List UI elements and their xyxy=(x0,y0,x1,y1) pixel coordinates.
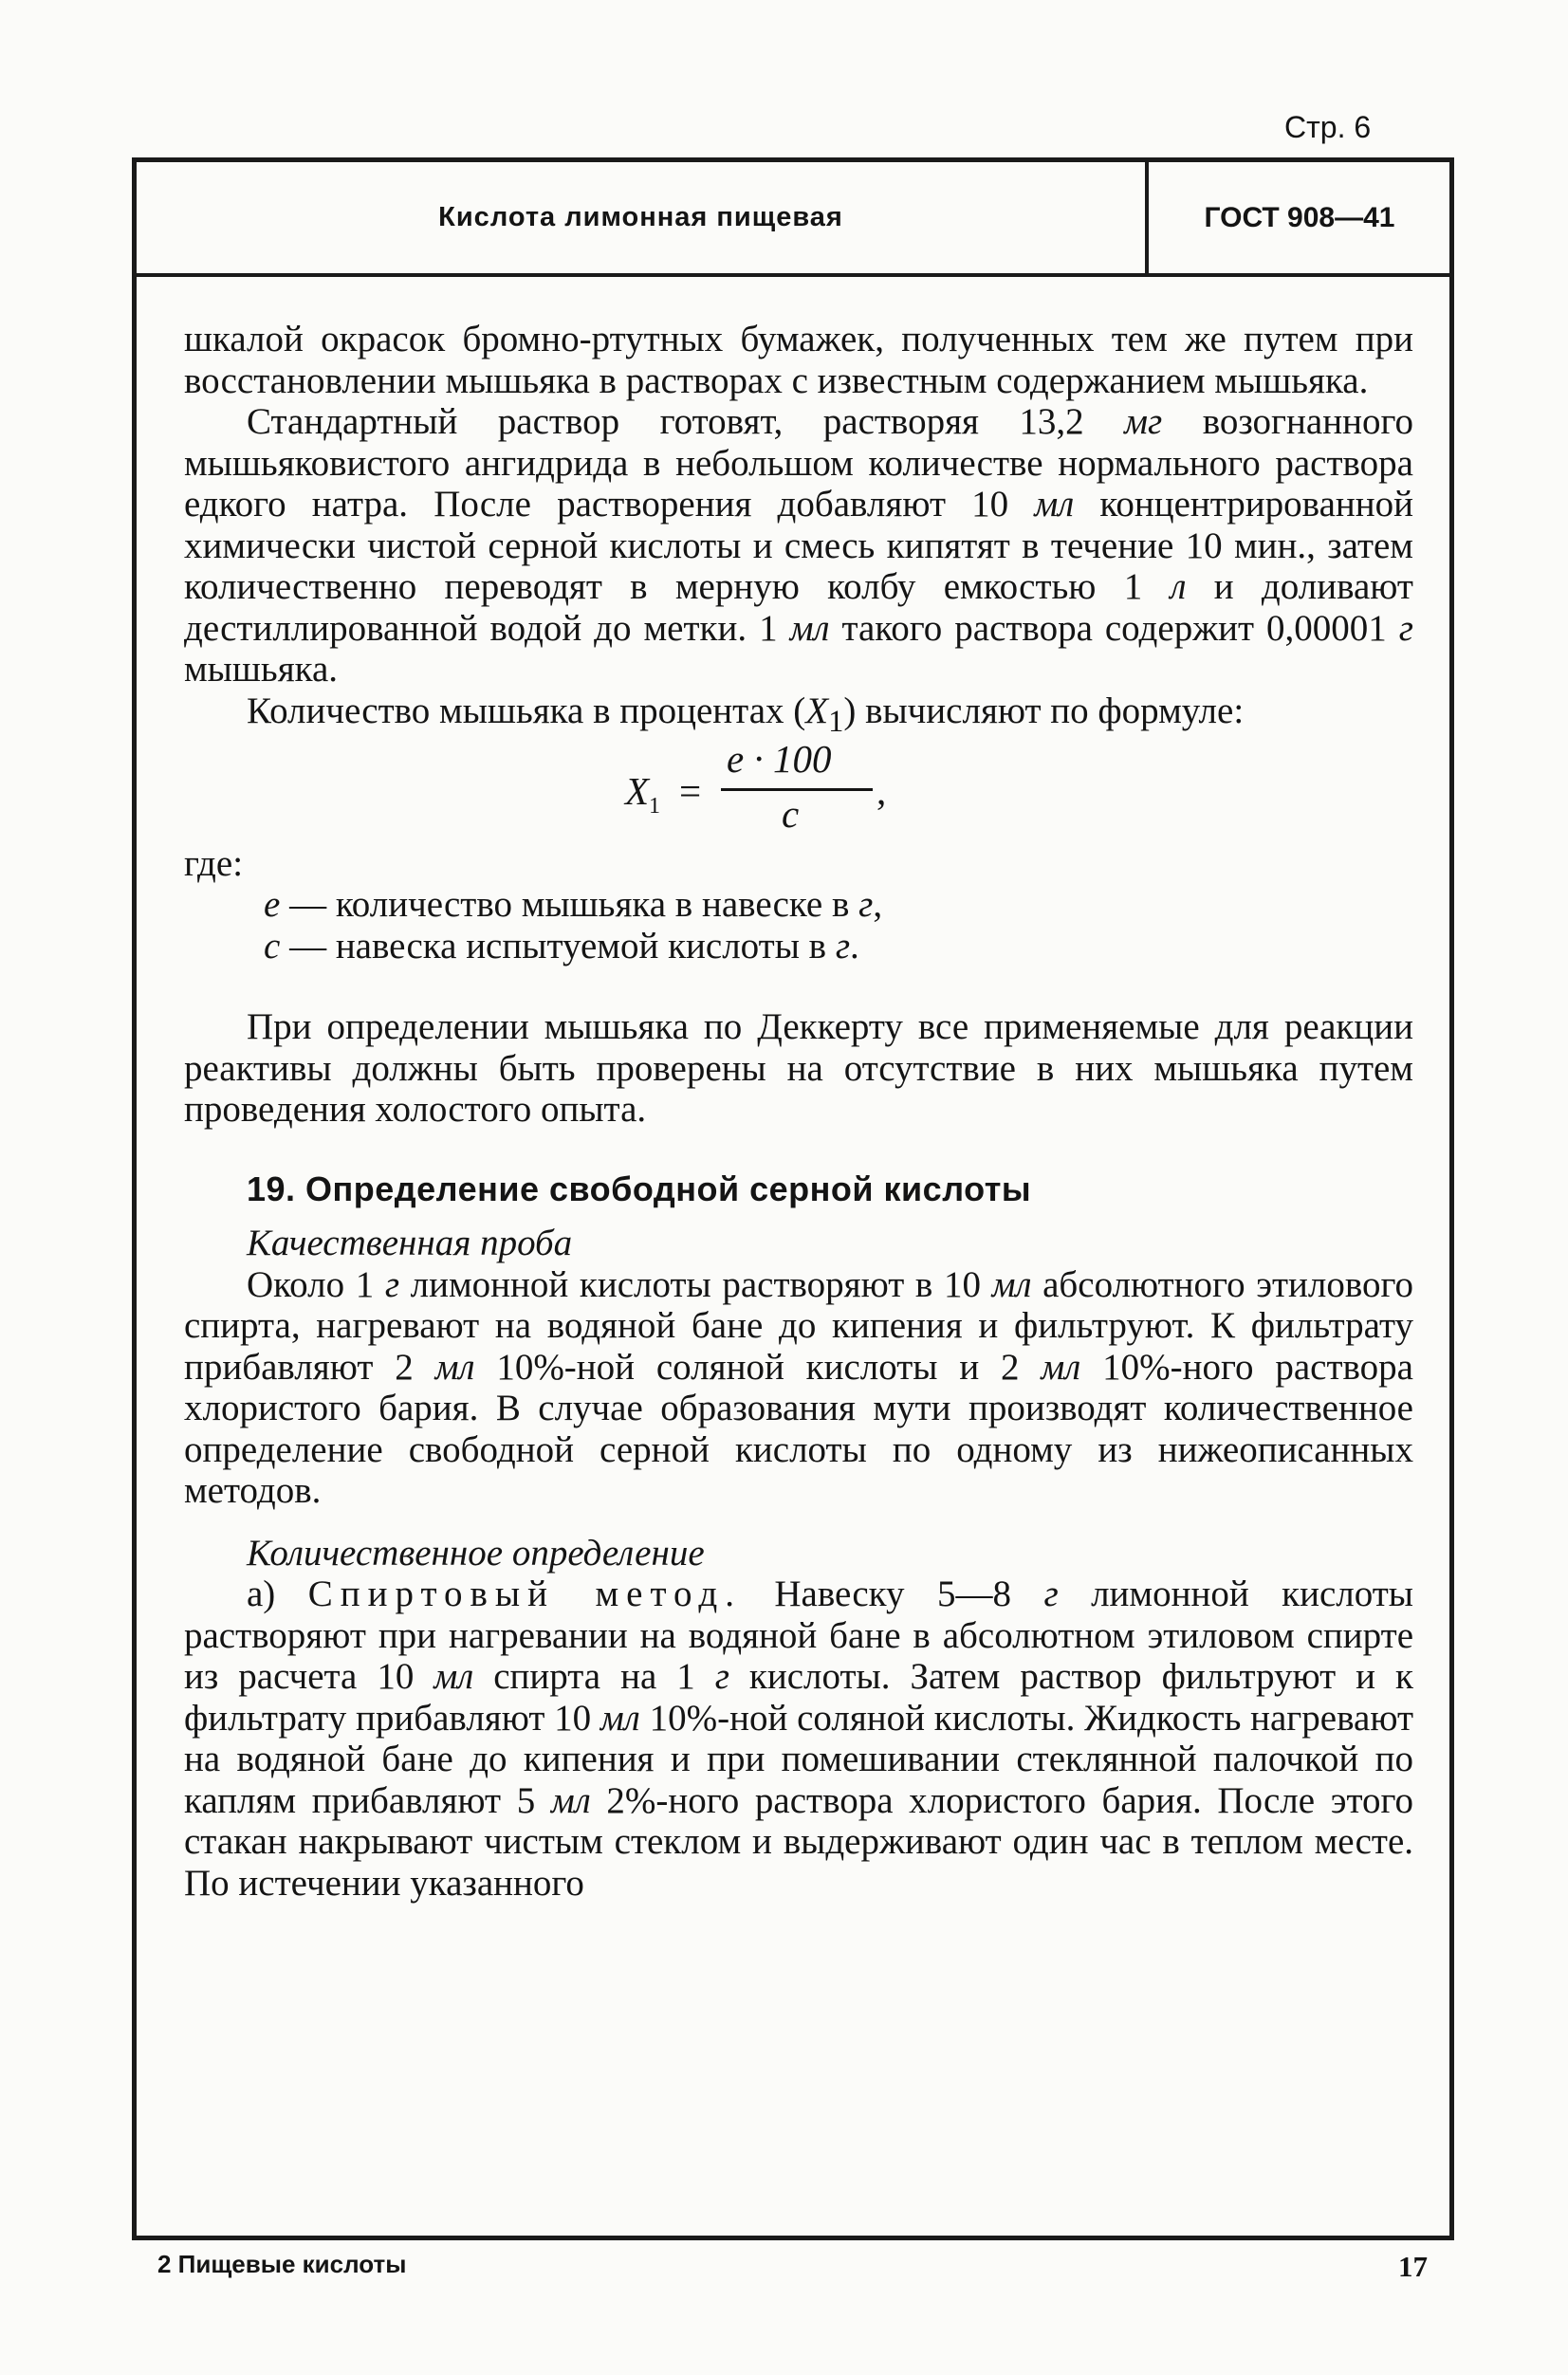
method-name: Спиртовый метод. xyxy=(307,1574,742,1615)
header-rule-bottom xyxy=(132,273,1454,277)
formula-numerator: e · 100 xyxy=(727,736,832,781)
where-label: где: xyxy=(184,842,244,884)
formula xyxy=(184,736,1413,843)
spacer xyxy=(184,967,1413,1006)
standard-code: ГОСТ 908—41 xyxy=(1204,201,1395,233)
main-text xyxy=(184,319,1413,1904)
subsection-heading: Количественное определение xyxy=(247,1532,705,1574)
unit: мл xyxy=(1034,484,1075,525)
footer-rule xyxy=(132,2236,1454,2240)
formula-equals: = xyxy=(679,768,702,813)
section-heading: 19. Определение свободной серной кислоты xyxy=(247,1169,1032,1208)
definition-list xyxy=(184,884,1413,967)
paragraph: Около 1 г лимонной кислоты растворяют в 10 мл абсолютного этилового спирта, нагревают на водяной бане до кипения и фильтруют. К фильтрату прибавляют 2 мл 10%-ной соляной кислоты и 2 мл 10%-ного раствора хлористого бария. В случае образования мути производят количественное определение свободной серной кислоты по одному из нижеописанных методов. xyxy=(184,1263,1413,1512)
unit: мл xyxy=(789,607,830,649)
page-label: Стр. 6 xyxy=(1284,110,1372,144)
subsection-heading: Качественная проба xyxy=(247,1223,573,1264)
formula-comma: , xyxy=(876,768,887,813)
header-divider xyxy=(1145,162,1149,273)
document-title: Кислота лимонная пищевая xyxy=(438,202,843,232)
definition: c — навеска испытуемой кислоты в г. xyxy=(264,925,859,967)
paragraph: Количество мышьяка в процентах $(X_1)$ вычисляют по формуле: xyxy=(247,690,1245,739)
footer-signature: 2 Пищевые кислоты xyxy=(157,2250,407,2278)
formula-denominator: c xyxy=(782,791,800,836)
unit: г xyxy=(1398,607,1413,649)
formula-lhs: $X_1$ xyxy=(625,768,661,819)
paragraph: а) Спиртовый метод. Навеску 5—8 г лимонной кислоты растворяют при нагревании на водяной бане в абсолютном этиловом спирте из расчета 10 мл спирта на 1 г кислоты. Затем раствор фильтруют и к фильтрату прибавляют 10 мл 10%-ной соляной кислоты. Жидкость нагревают на водяной бане до кипения и при помешивании стеклянной палочкой по каплям прибавляют 5 мл 2%-ного раствора хлористого бария. После этого стакан накрывают чистым стеклом и выдерживают один час в теплом месте. По истечении указанного xyxy=(184,1574,1413,1904)
unit: л xyxy=(1170,566,1187,607)
definition: e — количество мышьяка в навеске в г, xyxy=(264,884,883,926)
paragraph: Стандартный раствор готовят, растворяя 13,2 мг возогнанного мышьяковистого ангидрида в небольшом количестве нормального раствора едкого натра. После растворения добавляют 10 мл концентрированной химически чистой серной кислоты и смесь кипятят в течение 10 мин., затем количественно переводят в мерную колбу емкостью 1 л и доливают дестиллированной водой до метки. 1 мл такого раствора содержит 0,00001 г мышьяка. xyxy=(184,401,1413,690)
page-number: 17 xyxy=(1398,2250,1428,2283)
paragraph: При определении мышьяка по Деккерту все применяемые для реакции реактивы должны быть проверены на отсутствие в них мышьяка путем проведения холостого опыта. xyxy=(184,1006,1413,1131)
fraction-bar xyxy=(721,788,873,791)
paragraph: шкалой окрасок бромно-ртутных бумажек, полученных тем же путем при восстановлении мышьяка в растворах с известным содержанием мышьяка. xyxy=(184,319,1413,401)
unit: мг xyxy=(1124,401,1163,442)
